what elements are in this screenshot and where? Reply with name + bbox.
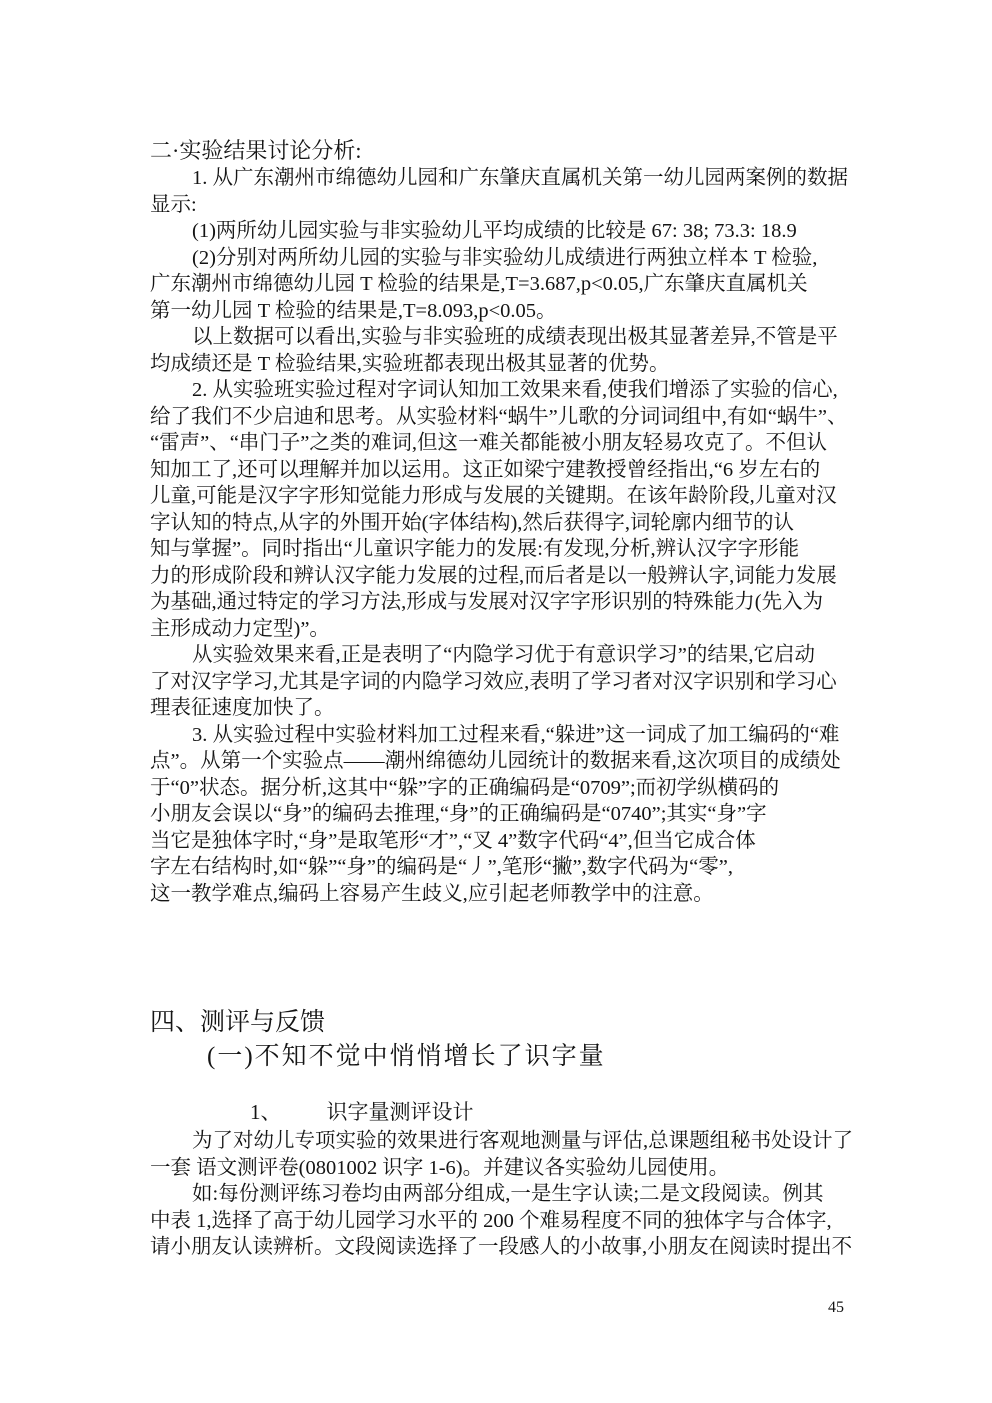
paragraph-line: 主形成动力定型)”。 <box>150 617 330 640</box>
paragraph-line: 力的形成阶段和辨认汉字能力发展的过程,而后者是以一般辨认字,词能力发展 <box>150 564 837 587</box>
paragraph-line: 当它是独体字时,“身”是取笔形“才”,“叉 4”数字代码“4”,但当它成合体 <box>150 829 756 852</box>
list-item-title: 识字量测评设计 <box>326 1100 474 1124</box>
paragraph-line: 点”。从第一个实验点——潮州绵德幼儿园统计的数据来看,这次项目的成绩处 <box>150 750 841 772</box>
paragraph-line: 一套 语文测评卷(0801002 识字 1-6)。并建议各实验幼儿园使用。 <box>150 1156 730 1179</box>
paragraph-line: 1. 从广东潮州市绵德幼儿园和广东肇庆直属机关第一幼儿园两案例的数据 <box>192 167 848 189</box>
page-number: 45 <box>828 1299 844 1316</box>
paragraph-line: 知加工了,还可以理解并加以运用。这正如梁宁建教授曾经指出,“6 岁左右的 <box>150 458 821 481</box>
paragraph-line: 中表 1,选择了高于幼儿园学习水平的 200 个难易程度不同的独体字与合体字, <box>150 1209 832 1232</box>
paragraph-line: 以上数据可以看出,实验与非实验班的成绩表现出极其显著差异,不管是平 <box>192 326 838 348</box>
paragraph-line: 显示: <box>150 193 197 216</box>
section-4-heading: 四、测评与反馈 <box>150 1009 326 1036</box>
numbered-list-item <box>250 1099 862 1126</box>
paragraph-line: 于“0”状态。据分析,这其中“躲”字的正确编码是“0709”;而初学纵横码的 <box>150 776 780 799</box>
text-column <box>150 137 862 1261</box>
paragraph-line: 均成绩还是 T 检验结果,实验班都表现出极其显著的优势。 <box>150 352 670 375</box>
paragraph-line: 3. 从实验过程中实验材料加工过程来看,“躲进”这一词成了加工编码的“难 <box>192 723 840 746</box>
paragraph-line: (1)两所幼儿园实验与非实验幼儿平均成绩的比较是 67: 38; 73.3: 18.9 <box>192 220 797 242</box>
paragraph-line: 从实验效果来看,正是表明了“内隐学习优于有意识学习”的结果,它启动 <box>192 644 815 666</box>
section-4-body <box>150 1128 862 1261</box>
list-item-marker: 1、 <box>250 1100 282 1124</box>
paragraph-line: 请小朋友认读辨析。文段阅读选择了一段感人的小故事,小朋友在阅读时提出不 <box>150 1236 853 1258</box>
paragraph-line: 字认知的特点,从字的外围开始(字体结构),然后获得字,词轮廓内细节的认 <box>150 511 795 534</box>
paragraph-line: 第一幼儿园 T 检验的结果是,T=8.093,p<0.05。 <box>150 299 557 322</box>
section-4-subheading: (一)不知不觉中悄悄增长了识字量 <box>207 1043 606 1070</box>
paragraph-line: 为基础,通过特定的学习方法,形成与发展对汉字字形识别的特殊能力(先入为 <box>150 591 824 613</box>
paragraph-line: 字左右结构时,如“躲”“身”的编码是“丿”,笔形“撇”,数字代码为“零”, <box>150 856 733 878</box>
section-2-heading: 二·实验结果讨论分析: <box>150 138 362 163</box>
paragraph-line: 为了对幼儿专项实验的效果进行客观地测量与评估,总课题组秘书处设计了 <box>192 1130 854 1152</box>
paragraph-line: 知与掌握”。同时指出“儿童识字能力的发展:有发现,分析,辨认汉字字形能 <box>150 538 800 560</box>
paragraph-line: 2. 从实验班实验过程对字词认知加工效果来看,使我们增添了实验的信心, <box>192 379 838 401</box>
section-2-body <box>150 165 862 907</box>
paragraph-line: 广东潮州市绵德幼儿园 T 检验的结果是,T=3.687,p<0.05,广东肇庆直属机关 <box>150 273 808 295</box>
paragraph-line: “雷声”、“串门子”之类的难词,但这一难关都能被小朋友轻易攻克了。不但认 <box>150 432 828 454</box>
paragraph-line: (2)分别对两所幼儿园的实验与非实验幼儿成绩进行两独立样本 T 检验, <box>192 246 818 269</box>
paragraph-line: 如:每份测评练习卷均由两部分组成,一是生字认读;二是文段阅读。例其 <box>192 1183 824 1205</box>
paragraph-line: 这一教学难点,编码上容易产生歧义,应引起老师教学中的注意。 <box>150 882 714 905</box>
paragraph-line: 给了我们不少启迪和思考。从实验材料“蜗牛”儿歌的分词词组中,有如“蜗牛”、 <box>150 405 848 428</box>
paragraph-line: 理表征速度加快了。 <box>150 697 335 719</box>
paragraph-line: 小朋友会误以“身”的编码去推理,“身”的正确编码是“0740”;其实“身”字 <box>150 803 767 825</box>
paragraph-line: 儿童,可能是汉字字形知觉能力形成与发展的关键期。在该年龄阶段,儿童对汉 <box>150 485 837 507</box>
paragraph-line: 了对汉字学习,尤其是字词的内隐学习效应,表明了学习者对汉字识别和学习心 <box>150 670 837 693</box>
